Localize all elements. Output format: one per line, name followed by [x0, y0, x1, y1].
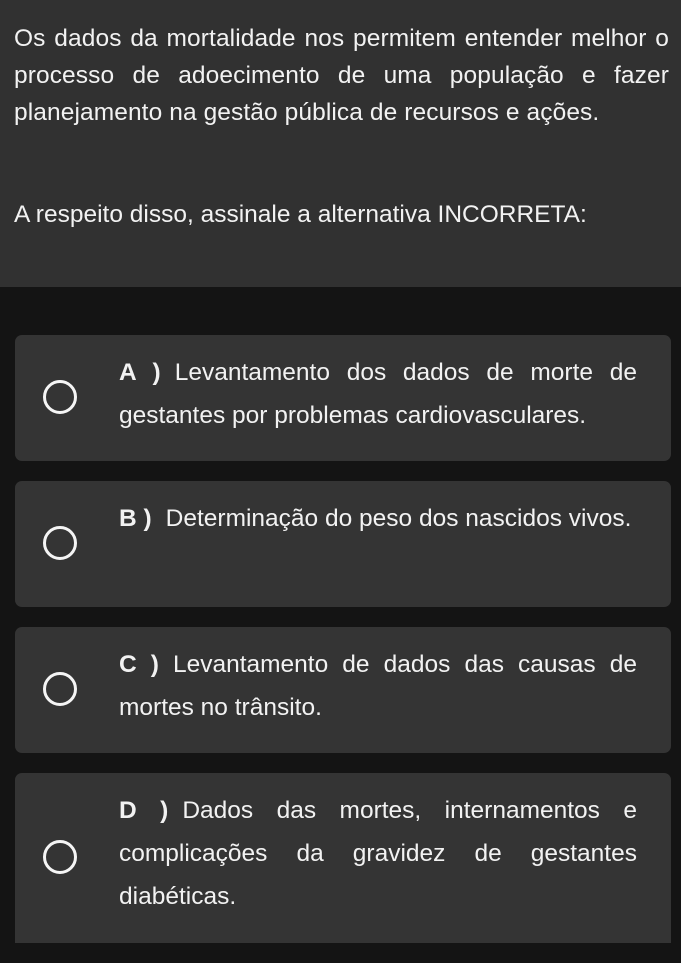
option-b-label: Determinação do peso dos nascidos vivos.	[165, 505, 632, 532]
option-d-text	[119, 789, 637, 918]
option-d-letter: D )	[119, 797, 169, 824]
option-a-label: Levantamento dos dados de morte de gestantes por problemas cardiovasculares.	[119, 359, 638, 429]
radio-circle-icon[interactable]	[43, 380, 77, 414]
option-d-label: Dados das mortes, internamentos e complicações da gravidez de gestantes diabéticas.	[119, 797, 637, 910]
question-prompt: A respeito disso, assinale a alternativa INCORRETA:	[14, 201, 587, 228]
radio-circle-icon[interactable]	[43, 526, 77, 560]
option-a-letter: A )	[119, 359, 161, 386]
option-a-text	[119, 351, 637, 437]
radio-circle-icon[interactable]	[43, 840, 77, 874]
option-c-text	[119, 643, 637, 729]
option-c[interactable]	[15, 627, 671, 753]
option-b[interactable]	[15, 481, 671, 607]
option-b-letter: B )	[119, 505, 152, 532]
radio-circle-icon[interactable]	[43, 672, 77, 706]
options-list	[15, 335, 671, 963]
question-text: Os dados da mortalidade nos permitem entender melhor o processo de adoecimento de uma população e fazer planejamento na gestão pública de recursos e ações.	[14, 25, 669, 126]
option-c-letter: C )	[119, 651, 159, 678]
option-c-label: Levantamento de dados das causas de mortes no trânsito.	[119, 651, 637, 721]
option-b-text	[119, 497, 637, 540]
option-d[interactable]	[15, 773, 671, 943]
question-panel	[0, 0, 681, 287]
option-a[interactable]	[15, 335, 671, 461]
